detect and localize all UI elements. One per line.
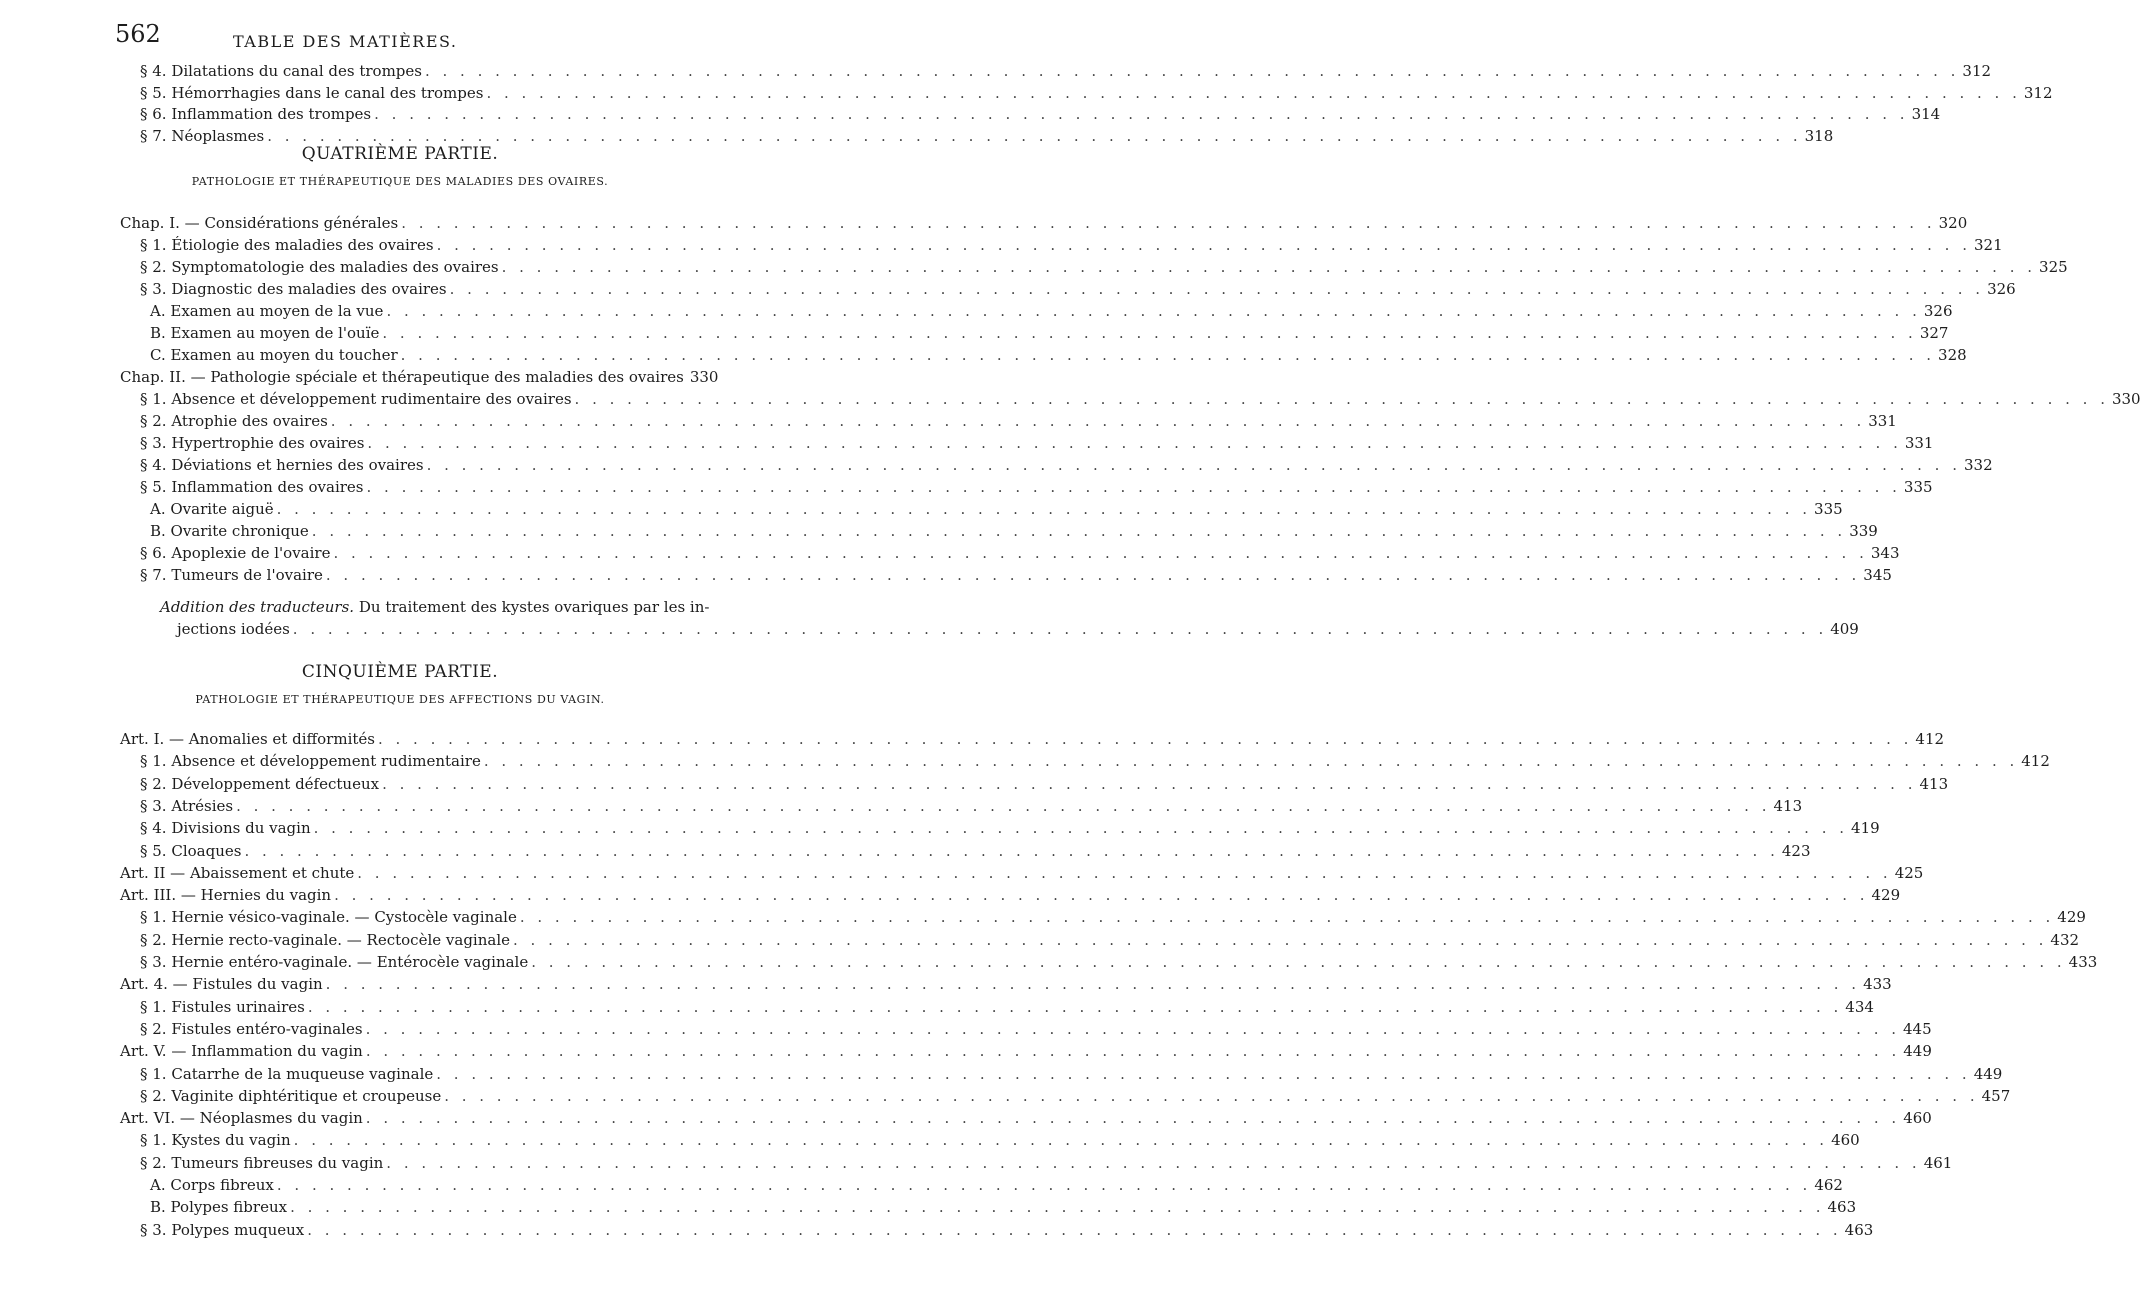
toc-entry-page: 325 (2039, 258, 2068, 276)
toc-entry (140, 930, 2080, 951)
part4-subtitle: PATHOLOGIE ET THÉRAPEUTIQUE DES MALADIES DES OVAIRES. (191, 175, 609, 188)
toc-entry (140, 1019, 1932, 1040)
toc-entry-page: 331 (1904, 434, 1934, 452)
part5-subtitle: PATHOLOGIE ET THÉRAPEUTIQUE DES AFFECTIONS DU VAGIN. (195, 693, 605, 706)
toc-entry-page: 425 (1894, 863, 1924, 882)
toc-entry-label: B. Examen au moyen de l'ouïe (150, 324, 380, 342)
dot-leader (236, 797, 1770, 815)
toc-entry-page: 423 (1781, 841, 1811, 860)
toc-entry (140, 1220, 1874, 1241)
toc-entry-page: 320 (1938, 214, 1968, 232)
addition-page: 409 (1830, 620, 1859, 638)
toc-entry (140, 236, 2003, 256)
dot-leader (326, 975, 1860, 993)
toc-entry-page: 332 (1964, 456, 1993, 474)
toc-entry-page: 314 (1911, 105, 1941, 124)
toc-entry-page: 345 (1863, 566, 1892, 584)
toc-entry-label: § 5. Hémorrhagies dans le canal des trompes (140, 83, 484, 102)
dot-leader (436, 1065, 1970, 1083)
toc-entry-label: C. Examen au moyen du toucher (150, 346, 398, 364)
toc-entry-page: 339 (1849, 522, 1878, 540)
toc-entry (140, 841, 1811, 862)
toc-entry-page: 326 (1923, 302, 1953, 320)
toc-entry (140, 566, 1892, 586)
toc-entry-label: A. Examen au moyen de la vue (150, 302, 384, 320)
toc-entry-label: § 1. Absence et développement rudimentaire des ovaires (140, 390, 572, 408)
toc-entry (150, 500, 1843, 520)
dot-leader (401, 214, 1935, 232)
toc-entry-label: Art. II — Abaissement et chute (120, 863, 355, 882)
toc-entry (140, 796, 1803, 817)
toc-entry-label: § 1. Absence et développement rudimentaire (140, 752, 481, 771)
toc-entry (140, 544, 1900, 564)
toc-entry-page: 335 (1903, 478, 1933, 496)
toc-entry-page: 321 (1973, 236, 2003, 254)
toc-entry (140, 83, 2053, 104)
dot-leader (331, 412, 1865, 430)
toc-entry-page: 413 (1773, 796, 1803, 815)
toc-entry-page: 449 (1903, 1042, 1932, 1061)
toc-entry (140, 258, 2068, 278)
dot-leader (444, 1087, 1978, 1105)
toc-entry-label: § 6. Apoplexie de l'ovaire (140, 544, 331, 562)
toc-entry-label: B. Polypes fibreux (150, 1198, 288, 1217)
dot-leader (386, 302, 1920, 320)
toc-entry-page: 326 (1987, 280, 2016, 298)
toc-entry (150, 324, 1949, 344)
toc-entry-label: § 3. Atrésies (140, 796, 234, 815)
page-number: 562 (115, 20, 161, 48)
toc-entry-label: § 2. Symptomatologie des maladies des ovaires (140, 258, 499, 276)
part4-title: QUATRIÈME PARTIE. (301, 144, 499, 164)
toc-entry-page: 419 (1851, 819, 1880, 838)
addition-text-end: jections iodées (177, 620, 290, 638)
running-head: TABLE DES MATIÈRES. (233, 32, 458, 51)
toc-entry-label: § 7. Néoplasmes (140, 127, 265, 146)
toc-entry-page: 457 (1981, 1086, 2011, 1105)
toc-entry-page: 413 (1919, 774, 1949, 793)
dot-leader (267, 127, 1801, 145)
toc-entry-label: § 2. Hernie recto-vaginale. — Rectocèle vaginale (140, 930, 510, 949)
toc-entry (150, 346, 1967, 366)
dot-leader (307, 1221, 1841, 1239)
toc-entry (140, 1064, 2003, 1085)
dot-leader (531, 953, 2065, 971)
dot-leader (312, 522, 1846, 540)
toc-entry (140, 1086, 2011, 1107)
dot-leader (366, 1042, 1900, 1060)
dot-leader (277, 1176, 1811, 1194)
toc-entry (140, 1131, 1860, 1151)
toc-entry-page: 461 (1923, 1153, 1953, 1172)
toc-entry (140, 752, 2050, 772)
dot-leader (520, 908, 2054, 926)
toc-entry (140, 434, 1934, 454)
toc-entry (120, 214, 1968, 234)
toc-entry-page: 463 (1827, 1198, 1857, 1217)
toc-entry-page: 429 (2057, 908, 2086, 927)
toc-entry (140, 819, 1880, 839)
toc-entry-label: A. Ovarite aiguë (150, 500, 274, 518)
toc-entry-label: § 6. Inflammation des trompes (140, 105, 372, 124)
toc-entry (140, 997, 1874, 1018)
toc-entry-label: § 2. Fistules entéro-vaginales (140, 1019, 363, 1038)
toc-entry-label: § 1. Catarrhe de la muqueuse vaginale (140, 1064, 434, 1083)
toc-entry (140, 280, 2016, 300)
dot-leader (294, 1131, 1828, 1149)
dot-leader (314, 819, 1848, 837)
toc-entry (150, 1176, 1843, 1196)
dot-leader (484, 752, 2018, 770)
toc-entry-page: 312 (2023, 83, 2053, 102)
dot-leader (366, 1109, 1900, 1127)
dot-leader (425, 62, 1959, 80)
dot-leader (357, 864, 1891, 882)
toc-entry-label: Chap. I. — Considérations générales (120, 214, 399, 232)
toc-entry-label: § 4. Dilatations du canal des trompes (140, 62, 422, 80)
toc-entry-label: § 2. Développement défectueux (140, 774, 380, 793)
toc-entry (150, 522, 1878, 542)
toc-entry-page: 460 (1831, 1131, 1860, 1150)
toc-entry-page: 343 (1870, 544, 1900, 562)
dot-leader (437, 236, 1971, 254)
toc-entry-page: 434 (1845, 997, 1874, 1016)
addition-text: Du traitement des kystes ovariques par les in- (358, 598, 710, 616)
toc-entry-page: 445 (1903, 1019, 1932, 1038)
toc-entry-label: § 1. Fistules urinaires (140, 997, 305, 1016)
toc-entry (120, 1109, 1932, 1129)
toc-entry-label: § 7. Tumeurs de l'ovaire (140, 566, 323, 584)
dot-leader (513, 931, 2047, 949)
toc-entry-page: 429 (1871, 886, 1901, 905)
toc-entry-page: 328 (1938, 346, 1967, 364)
dot-leader (308, 998, 1842, 1016)
addition-continuation (177, 620, 1859, 640)
toc-entry (140, 62, 1992, 82)
dot-leader (290, 1198, 1824, 1216)
toc-entry-label: Art. VI. — Néoplasmes du vagin (120, 1109, 363, 1128)
toc-entry-page: 463 (1844, 1220, 1874, 1239)
dot-leader (450, 280, 1984, 298)
toc-entry (140, 1153, 1953, 1174)
toc-entry (140, 908, 2086, 928)
dot-leader (386, 1154, 1920, 1172)
addition-label: Addition des traducteurs. (160, 598, 355, 616)
toc-entry (140, 953, 2098, 973)
toc-entry (150, 1198, 1857, 1218)
toc-entry (140, 390, 2141, 410)
toc-entry-page: 460 (1903, 1109, 1932, 1128)
toc-entry-page: 449 (1973, 1064, 2003, 1083)
dot-leader (367, 434, 1901, 452)
addition-line (160, 598, 709, 616)
toc-entry-label: Art. I. — Anomalies et difformités (120, 730, 375, 748)
toc-entry-page: 327 (1919, 324, 1949, 342)
toc-entry-label: § 2. Atrophie des ovaires (140, 412, 328, 430)
toc-entry-label: Art. 4. — Fistules du vagin (120, 975, 323, 994)
toc-entry-label: § 5. Inflammation des ovaires (140, 478, 364, 496)
toc-entry-label: A. Corps fibreux (150, 1176, 274, 1194)
dot-leader (333, 544, 1867, 562)
toc-entry-label: § 1. Hernie vésico-vaginale. — Cystocèle vaginale (140, 908, 517, 927)
part5-title: CINQUIÈME PARTIE. (301, 662, 499, 682)
toc-entry-page: 432 (2050, 930, 2080, 949)
toc-entry (140, 774, 1949, 795)
toc-entry-page: 433 (2068, 953, 2098, 971)
toc-entry-label: § 1. Étiologie des maladies des ovaires (140, 236, 434, 254)
toc-entry-label: § 4. Déviations et hernies des ovaires (140, 456, 424, 474)
dot-leader (378, 730, 1912, 748)
toc-entry-label: § 2. Tumeurs fibreuses du vagin (140, 1153, 384, 1172)
toc-entry-page: 312 (1962, 62, 1992, 80)
toc-entry (120, 975, 1892, 995)
toc-entry-page: 330 (689, 368, 719, 386)
toc-entry (120, 863, 1924, 884)
dot-leader (427, 456, 1961, 474)
toc-entry-label: § 5. Cloaques (140, 841, 242, 860)
toc-entry-label: § 3. Hernie entéro-vaginale. — Entérocèle vaginale (140, 953, 529, 971)
dot-leader (244, 842, 1778, 860)
dot-leader (382, 324, 1916, 342)
toc-entry-label: § 3. Hypertrophie des ovaires (140, 434, 365, 452)
toc-entry (120, 730, 1945, 750)
toc-entry-label: § 2. Vaginite diphtéritique et croupeuse (140, 1086, 442, 1105)
toc-entry (140, 105, 1941, 125)
toc-entry (120, 1042, 1932, 1062)
toc-entry-page: 462 (1814, 1176, 1843, 1194)
toc-entry-label: Art. III. — Hernies du vagin (120, 886, 332, 905)
toc-entry-page: 331 (1868, 412, 1897, 430)
toc-entry (150, 302, 1953, 322)
toc-entry-label: § 4. Divisions du vagin (140, 819, 311, 838)
toc-entry-label: Art. V. — Inflammation du vagin (120, 1042, 363, 1061)
dot-leader (502, 258, 2036, 276)
dot-leader (486, 84, 2020, 102)
toc-entry-page: 335 (1814, 500, 1843, 518)
dot-leader (401, 346, 1935, 364)
toc-entry-page: 412 (2021, 752, 2050, 771)
dot-leader (575, 390, 2109, 408)
dot-leader (382, 775, 1916, 793)
toc-entry-label: § 1. Kystes du vagin (140, 1131, 291, 1150)
toc-entry-page: 412 (1915, 730, 1945, 748)
toc-entry (120, 886, 1901, 906)
dot-leader (374, 105, 1908, 123)
dot-leader (326, 566, 1860, 584)
toc-entry-label: B. Ovarite chronique (150, 522, 309, 540)
dot-leader (367, 478, 1901, 496)
toc-entry-label: § 3. Polypes muqueux (140, 1220, 305, 1239)
toc-entry (120, 368, 719, 388)
toc-entry-page: 318 (1804, 127, 1834, 146)
toc-entry-page: 433 (1863, 975, 1892, 994)
toc-entry (140, 456, 1993, 476)
toc-entry (140, 412, 1897, 432)
toc-entry-label: Chap. II. — Pathologie spéciale et thérapeutique des maladies des ovaires (120, 368, 684, 386)
dot-leader (293, 620, 1827, 638)
toc-entry (140, 478, 1933, 498)
dot-leader (334, 886, 1868, 904)
toc-entry-page: 330 (2111, 390, 2141, 408)
dot-leader (277, 500, 1811, 518)
dot-leader (366, 1020, 1900, 1038)
toc-entry-label: § 3. Diagnostic des maladies des ovaires (140, 280, 447, 298)
